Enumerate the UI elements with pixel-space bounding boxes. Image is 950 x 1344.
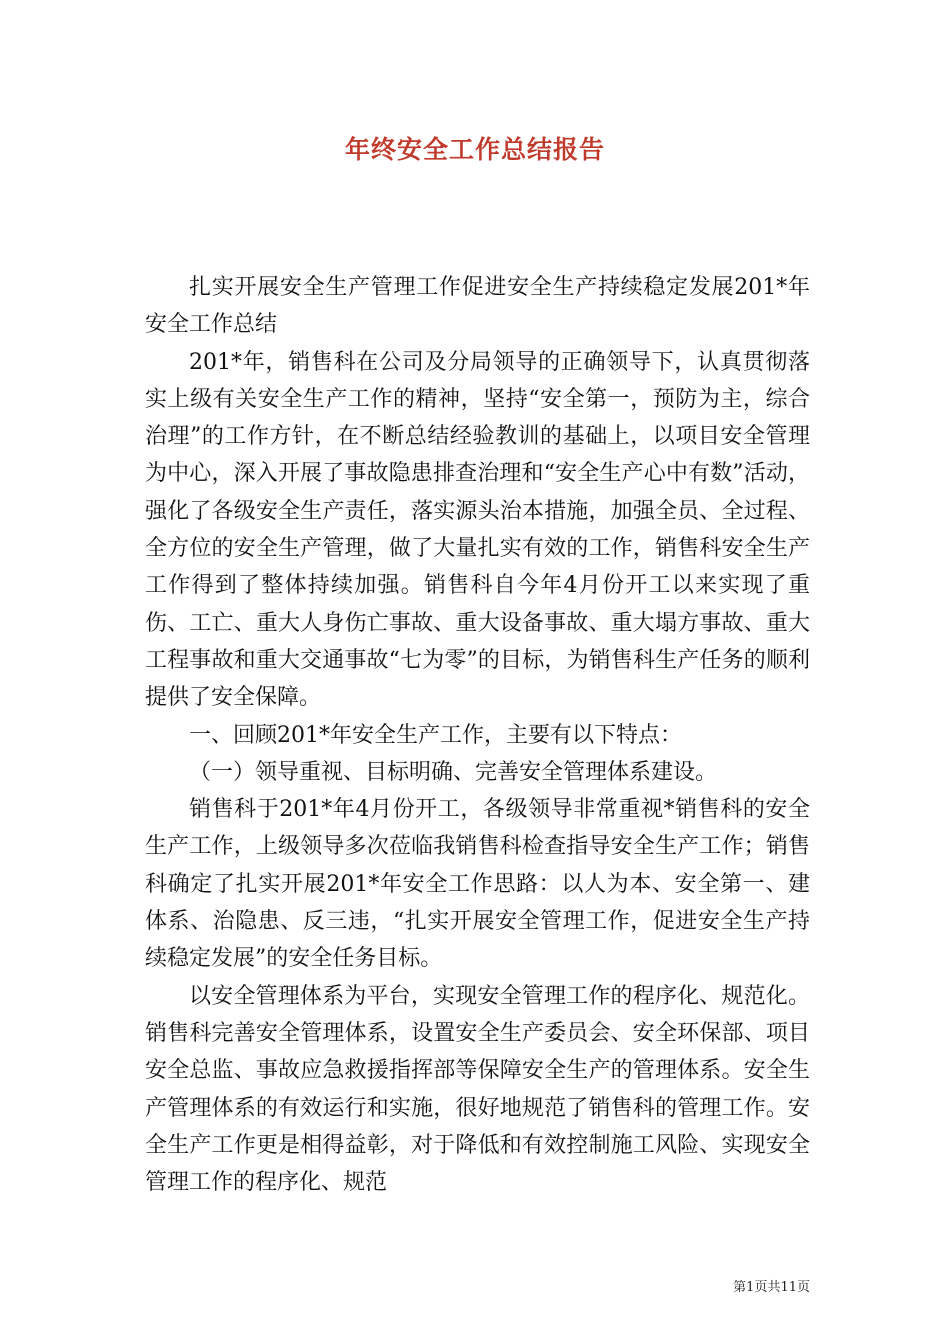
paragraph-subsection-heading: （一）领导重视、目标明确、完善安全管理体系建设。 bbox=[189, 759, 718, 785]
paragraph-subtitle: 扎实开展安全生产管理工作促进安全生产持续稳定发展201*年安全工作总结 bbox=[145, 275, 810, 338]
paragraph-intro: 201*年，销售科在公司及分局领导的正确领导下，认真贯彻落实上级有关安全生产工作的精神，坚持“安全第一，预防为主，综合治理”的工作方针，在不断总结经验教训的基础上，以项目安全管理为中心，深入开展了事故隐患排查治理和“安全生产心中有数”活动，强化了各级安全生产责任，落实源头治本措施，加强全员、全过程、全方位的安全生产管理，做了大量扎实有效的工作，销售科安全生产工作得到了整体持续加强。销售科自今年4月份开工以来实现了重伤、工亡、重大人身伤亡事故、重大设备事故、重大塌方事故、重大工程事故和重大交通事故“七为零”的目标，为销售科生产任务的顺利提供了安全保障。 bbox=[145, 349, 810, 711]
document-title: 年终安全工作总结报告 bbox=[344, 135, 605, 164]
paragraph-section-heading: 一、回顾201*年安全生产工作，主要有以下特点： bbox=[189, 722, 682, 748]
paragraph-leadership: 销售科于201*年4月份开工，各级领导非常重视*销售科的安全生产工作，上级领导多次莅临我销售科检查指导安全生产工作；销售科确定了扎实开展201*年安全工作思路：以人为本、安全第一、建体系、治隐患、反三违，“扎实开展安全管理工作，促进安全生产持续稳定发展”的安全任务目标。 bbox=[145, 797, 810, 972]
document-body bbox=[145, 269, 810, 1201]
paragraph-management-system: 以安全管理体系为平台，实现安全管理工作的程序化、规范化。销售科完善安全管理体系，设置安全生产委员会、安全环保部、项目安全总监、事故应急救援指挥部等保障安全生产的管理体系。安全生产管理体系的有效运行和实施，很好地规范了销售科的管理工作。安全生产工作更是相得益彰，对于降低和有效控制施工风险、实现安全管理工作的程序化、规范 bbox=[145, 983, 810, 1196]
page-number-footer: 第1页共11页 bbox=[733, 1280, 810, 1295]
